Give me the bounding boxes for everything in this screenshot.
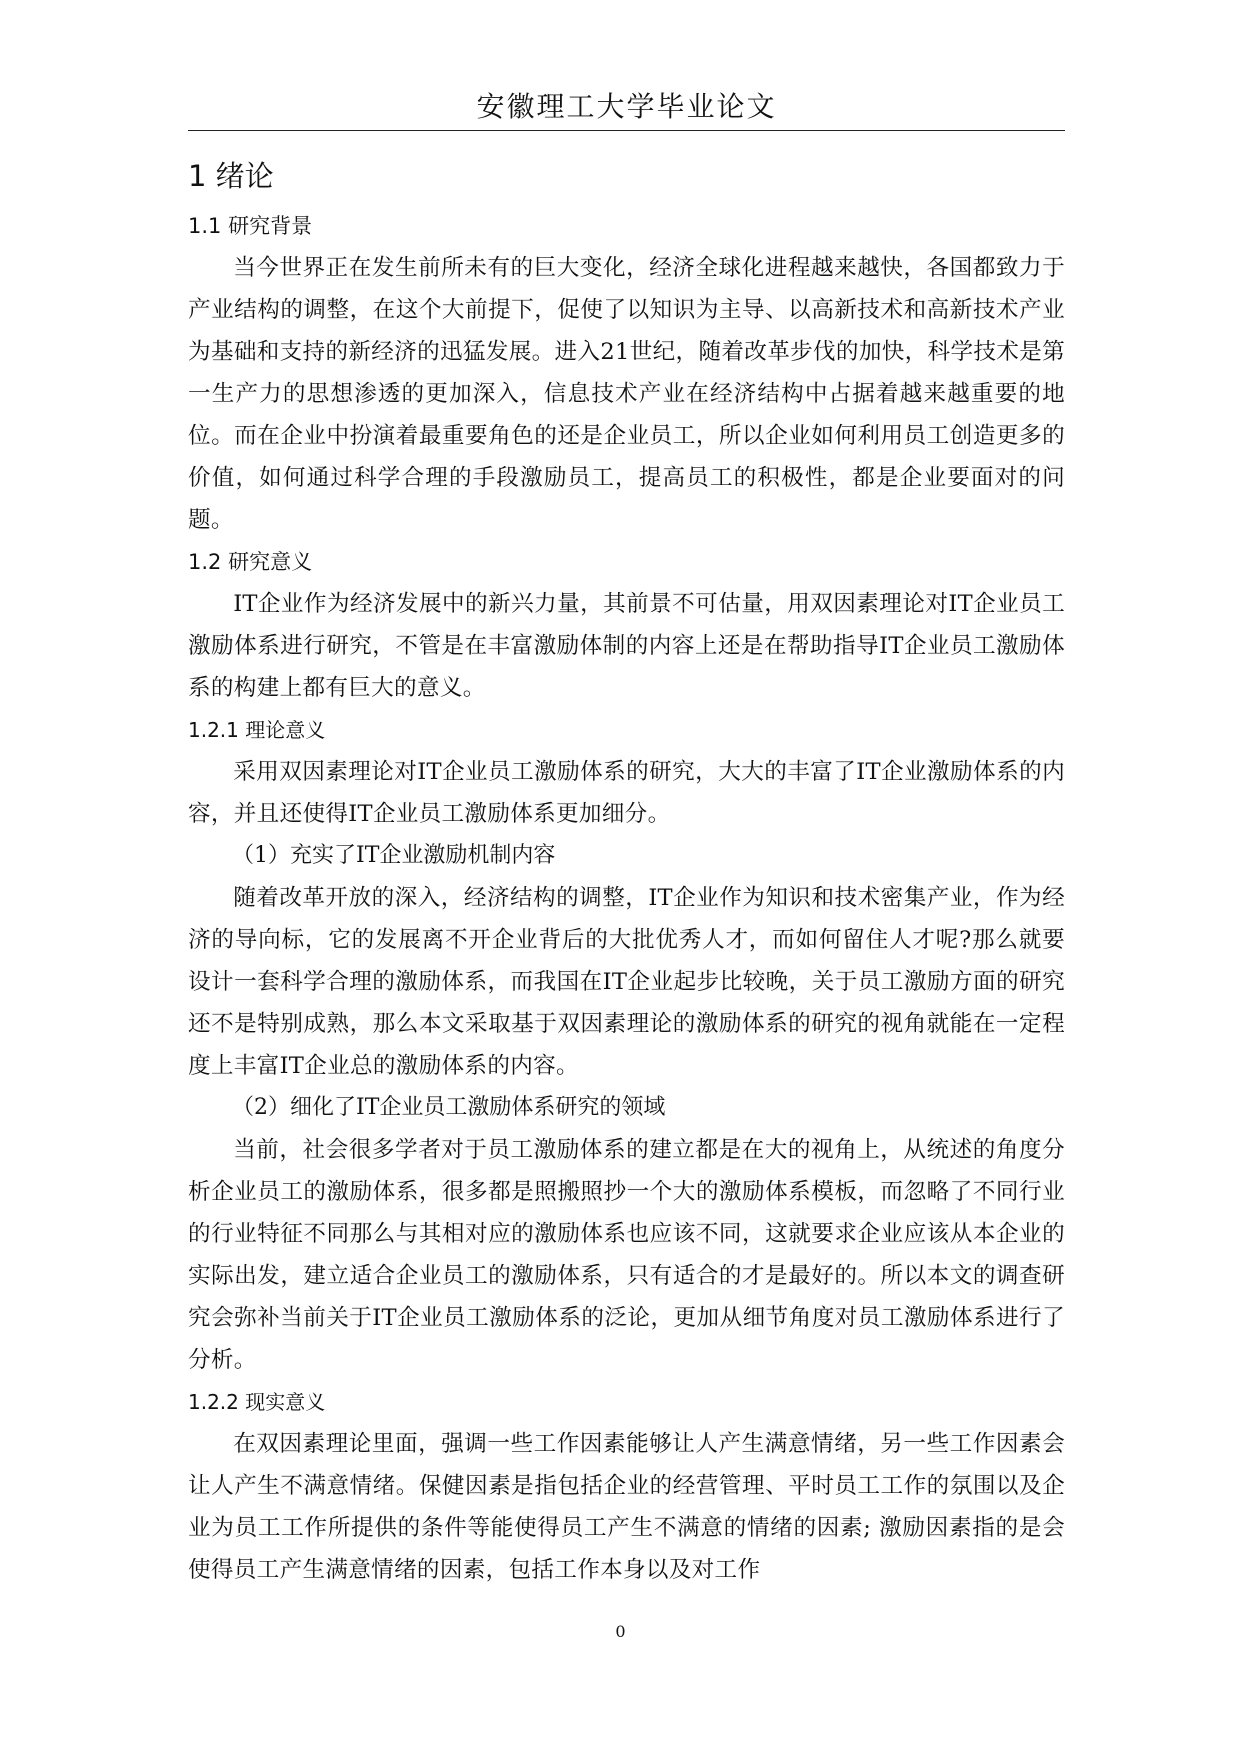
document-body [188,150,1065,1591]
paragraph-background: 当今世界正在发生前所未有的巨大变化，经济全球化进程越来越快，各国都致力于产业结构的调整，在这个大前提下，促使了以知识为主导、以高新技术和高新技术产业为基础和支持的新经济的迅猛发展。进入21世纪，随着改革步伐的加快，科学技术是第一生产力的思想渗透的更加深入，信息技术产业在经济结构中占据着越来越重要的地位。而在企业中扮演着最重要角色的还是企业员工，所以企业如何利用员工创造更多的价值，如何通过科学合理的手段激励员工，提高员工的积极性，都是企业要面对的问题。 [188,254,1065,533]
paragraph-item2-body: 当前，社会很多学者对于员工激励体系的建立都是在大的视角上，从统述的角度分析企业员工的激励体系，很多都是照搬照抄一个大的激励体系模板，而忽略了不同行业的行业特征不同那么与其相对应的激励体系也应该不同，这就要求企业应该从本企业的实际出发，建立适合企业员工的激励体系，只有适合的才是最好的。所以本文的调查研究会弥补当前关于IT企业员工激励体系的泛论，更加从细节角度对员工激励体系进行了分析。 [188,1136,1065,1373]
section-heading-1-1: 1.1 研究背景 [188,213,313,238]
paragraph-theory: 采用双因素理论对IT企业员工激励体系的研究，大大的丰富了IT企业激励体系的内容，并且还使得IT企业员工激励体系更加细分。 [188,758,1065,827]
page-number: 0 [615,1622,626,1641]
paragraph-significance: IT企业作为经济发展中的新兴力量，其前景不可估量，用双因素理论对IT企业员工激励体系进行研究，不管是在丰富激励体制的内容上还是在帮助指导IT企业员工激励体系的构建上都有巨大的意义。 [188,590,1065,701]
section-heading-1-2-2: 1.2.2 现实意义 [188,1389,326,1414]
list-item-2: （2）细化了IT企业员工激励体系研究的领域 [232,1094,666,1120]
page-header-title: 安徽理工大学毕业论文 [476,90,777,123]
section-heading-1-2: 1.2 研究意义 [188,549,313,574]
paragraph-practice: 在双因素理论里面，强调一些工作因素能够让人产生满意情绪，另一些工作因素会让人产生不满意情绪。保健因素是指包括企业的经营管理、平时员工工作的氛围以及企业为员工工作所提供的条件等能使得员工产生不满意的情绪的因素; 激励因素指的是会使得员工产生满意情绪的因素，包括工作本身以及对工作 [188,1430,1065,1583]
list-item-1: （1）充实了IT企业激励机制内容 [232,842,556,868]
chapter-title: 1 绪论 [188,159,274,193]
section-heading-1-2-1: 1.2.1 理论意义 [188,717,326,742]
paragraph-item1-body: 随着改革开放的深入，经济结构的调整，IT企业作为知识和技术密集产业，作为经济的导向标，它的发展离不开企业背后的大批优秀人才，而如何留住人才呢?那么就要设计一套科学合理的激励体系，而我国在IT企业起步比较晚，关于员工激励方面的研究还不是特别成熟，那么本文采取基于双因素理论的激励体系的研究的视角就能在一定程度上丰富IT企业总的激励体系的内容。 [188,884,1065,1079]
header-rule [188,130,1065,131]
